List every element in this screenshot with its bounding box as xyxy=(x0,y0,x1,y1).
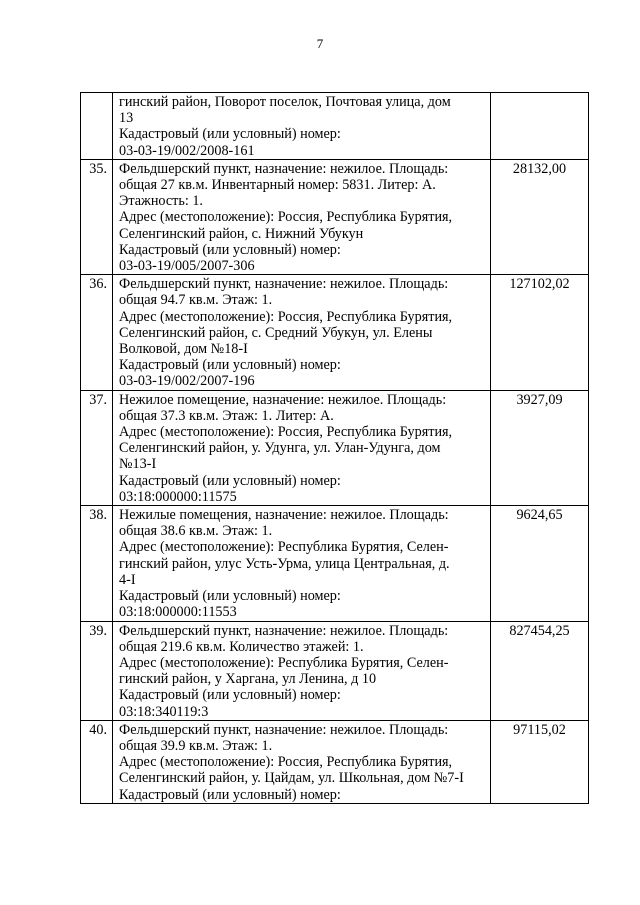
description-line: общая 219.6 кв.м. Количество этажей: 1. xyxy=(119,638,364,655)
page-number: 7 xyxy=(316,36,324,51)
description-line: гинский район, улус Усть-Урма, улица Центральная, д. xyxy=(119,555,450,572)
table-row xyxy=(81,93,589,160)
description-line: Этажность: 1. xyxy=(119,193,203,210)
description-line: 4-I xyxy=(119,571,136,588)
property-description xyxy=(113,93,491,160)
property-value: 9624,65 xyxy=(491,506,589,621)
description-line: Кадастровый (или условный) номер: xyxy=(119,472,341,489)
row-number: 38. xyxy=(81,506,113,621)
table-row xyxy=(81,506,589,621)
description-line: Фельдшерский пункт, назначение: нежилое. Площадь: xyxy=(119,160,449,177)
property-description xyxy=(113,506,491,621)
property-description xyxy=(113,159,491,274)
row-number xyxy=(81,93,113,160)
description-line: Фельдшерский пункт, назначение: нежилое. Площадь: xyxy=(119,276,449,293)
description-line: 03-03-19/002/2007-196 xyxy=(119,373,255,390)
property-table xyxy=(80,92,589,804)
description-line: Кадастровый (или условный) номер: xyxy=(119,357,341,374)
description-line: Волковой, дом №18-I xyxy=(119,341,248,358)
row-number: 35. xyxy=(81,159,113,274)
property-value: 127102,02 xyxy=(491,275,589,390)
description-line: общая 38.6 кв.м. Этаж: 1. xyxy=(119,523,273,540)
description-line: 03:18:000000:11575 xyxy=(119,488,237,505)
description-line: Адрес (местоположение): Россия, Республика Бурятия, xyxy=(119,754,453,771)
description-line: Кадастровый (или условный) номер: xyxy=(119,687,341,704)
description-line: общая 39.9 кв.м. Этаж: 1. xyxy=(119,737,273,754)
description-line: Селенгинский район, у. Удунга, ул. Улан-Удунга, дом xyxy=(119,440,441,457)
row-number: 39. xyxy=(81,621,113,720)
table-row xyxy=(81,159,589,274)
property-value xyxy=(491,93,589,160)
description-line: общая 37.3 кв.м. Этаж: 1. Литер: А. xyxy=(119,407,334,424)
description-line: 03:18:000000:11553 xyxy=(119,604,237,621)
description-line: Селенгинский район, у. Цайдам, ул. Школьная, дом №7-I xyxy=(119,770,464,787)
description-line: 13 xyxy=(119,110,134,127)
property-value: 28132,00 xyxy=(491,159,589,274)
description-line: Адрес (местоположение): Россия, Республика Бурятия, xyxy=(119,209,453,226)
description-line: Кадастровый (или условный) номер: xyxy=(119,588,341,605)
description-line: гинский район, Поворот поселок, Почтовая улица, дом xyxy=(119,94,451,110)
table-row xyxy=(81,390,589,505)
property-value: 827454,25 xyxy=(491,621,589,720)
row-number: 36. xyxy=(81,275,113,390)
description-line: Адрес (местоположение): Республика Бурятия, Селен- xyxy=(119,539,449,556)
description-line: Фельдшерский пункт, назначение: нежилое. Площадь: xyxy=(119,622,449,639)
property-description xyxy=(113,720,491,803)
description-line: Адрес (местоположение): Республика Бурятия, Селен- xyxy=(119,654,449,671)
description-line: общая 27 кв.м. Инвентарный номер: 5831. Литер: А. xyxy=(119,177,436,194)
table-body xyxy=(81,93,589,804)
description-line: общая 94.7 кв.м. Этаж: 1. xyxy=(119,292,273,309)
description-line: Селенгинский район, с. Нижний Убукун xyxy=(119,225,364,242)
property-value: 97115,02 xyxy=(491,720,589,803)
description-line: 03-03-19/002/2008-161 xyxy=(119,142,255,159)
property-value: 3927,09 xyxy=(491,390,589,505)
description-line: №13-I xyxy=(119,456,157,473)
description-line: 03:18:340119:3 xyxy=(119,703,209,720)
description-line: Кадастровый (или условный) номер: xyxy=(119,241,341,258)
property-description xyxy=(113,621,491,720)
table-row xyxy=(81,275,589,390)
description-line: Нежилое помещение, назначение: нежилое. Площадь: xyxy=(119,391,447,408)
table-row xyxy=(81,621,589,720)
description-line: Селенгинский район, с. Средний Убукун, ул. Елены xyxy=(119,324,433,341)
description-line: гинский район, у Харгана, ул Ленина, д 10 xyxy=(119,671,377,688)
description-line: Кадастровый (или условный) номер: xyxy=(119,126,341,143)
description-line: Адрес (местоположение): Россия, Республика Бурятия, xyxy=(119,424,453,441)
description-line: 03-03-19/005/2007-306 xyxy=(119,258,255,275)
property-description xyxy=(113,275,491,390)
row-number: 40. xyxy=(81,720,113,803)
table-row xyxy=(81,720,589,803)
property-description xyxy=(113,390,491,505)
description-line: Фельдшерский пункт, назначение: нежилое. Площадь: xyxy=(119,721,449,738)
description-line: Кадастровый (или условный) номер: xyxy=(119,786,341,803)
description-line: Адрес (местоположение): Россия, Республика Бурятия, xyxy=(119,308,453,325)
description-line: Нежилые помещения, назначение: нежилое. Площадь: xyxy=(119,507,449,524)
row-number: 37. xyxy=(81,390,113,505)
